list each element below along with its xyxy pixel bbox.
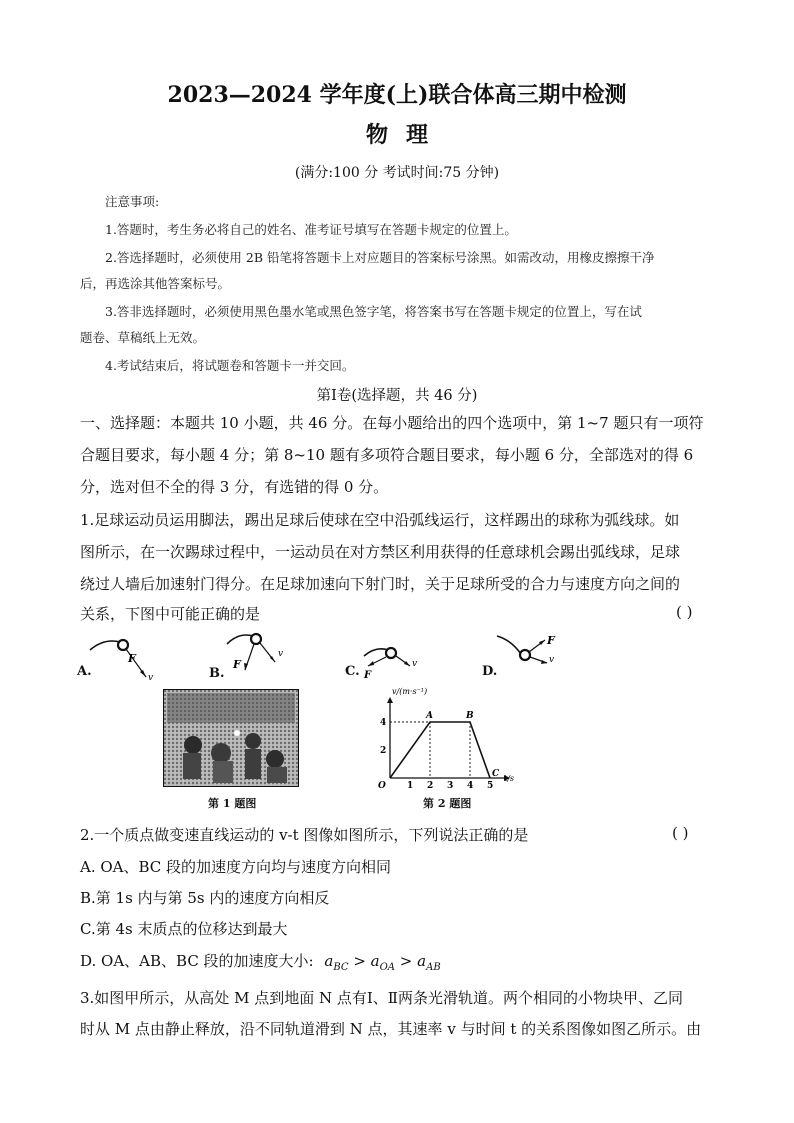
x-tick-label: 1 <box>407 781 414 791</box>
q2-option-d-text: D. OA、AB、BC 段的加速度大小: <box>80 952 314 970</box>
q3-line-2: 时从 M 点由静止释放，沿不同轨道滑到 N 点，其速率 v 与时间 t 的关系图像如图乙所示。由 <box>80 1020 702 1038</box>
q1-option-a-label: A. <box>77 664 92 679</box>
y-axis-label: v/(m·s⁻¹) <box>392 687 428 696</box>
q1-a-force-label: F <box>128 652 136 665</box>
notice-heading: 注意事项: <box>105 194 160 209</box>
q2-answer-blank: ( ) <box>672 824 689 842</box>
q2-option-d <box>80 950 441 973</box>
q1-option-d-diagram <box>495 630 575 680</box>
vt-series-line <box>390 722 490 778</box>
q1-football-photo <box>163 689 299 787</box>
y-tick-label: 2 <box>380 746 387 756</box>
section-intro-2: 合题目要求，每小题 4 分；第 8~10 题有多项符合题目要求，每小题 6 分，全部选对的得 6 <box>80 446 694 464</box>
q3-line-1: 3.如图甲所示，从高处 M 点到地面 N 点有Ⅰ、Ⅱ两条光滑轨道。两个相同的小物块甲、乙同 <box>80 989 683 1007</box>
q1-line-4: 关系，下图中可能正确的是 <box>80 605 261 623</box>
x-axis-label: t/s <box>504 774 515 783</box>
x-tick-label: 5 <box>487 781 494 791</box>
notice-2a: 2.答选择题时，必须使用 2B 铅笔将答题卡上对应题目的答案标号涂黑。如需改动，用橡皮擦擦干净 <box>105 250 655 265</box>
paper-title: 2023—2024 学年度(上)联合体高三期中检测 <box>167 82 627 108</box>
q1-c-force-label: F <box>364 670 372 681</box>
q1-option-b-label: B. <box>209 666 225 681</box>
x-tick-label: 4 <box>467 781 474 791</box>
q2-option-c: C.第 4s 末质点的位移达到最大 <box>80 920 288 938</box>
q1-d-force-label: F <box>547 634 555 647</box>
q1-d-velocity-label: v <box>549 655 555 665</box>
q2-stem: 2.一个质点做变速直线运动的 v-t 图像如图所示，下列说法正确的是 <box>80 826 529 844</box>
y-axis-arrow <box>387 697 393 703</box>
q1-figure-caption: 第 1 题图 <box>208 797 257 810</box>
x-tick-label: 3 <box>447 781 454 791</box>
notice-3a: 3.答非选择题时，必须使用黑色墨水笔或黑色签字笔，将答案书写在答题卡规定的位置上，写在试 <box>105 304 642 319</box>
q1-option-c-diagram <box>360 638 440 684</box>
q1-b-force-label: F <box>233 658 241 671</box>
point-label: B <box>466 711 474 721</box>
section-heading: 第Ⅰ卷(选择题，共 46 分) <box>316 388 478 404</box>
q1-c-velocity-label: v <box>412 659 418 669</box>
x-tick-label: 2 <box>427 781 434 791</box>
q1-option-b-diagram <box>225 628 305 686</box>
q1-line-3: 绕过人墙后加速射门得分。在足球加速向下射门时，关于足球所受的合力与速度方向之间的 <box>80 575 681 593</box>
q1-line-1: 1.足球运动员运用脚法，踢出足球后使球在空中沿弧线运行，这样踢出的球称为弧线球。如 <box>80 511 680 529</box>
q1-option-d-label: D. <box>482 664 498 679</box>
q2-option-d-formula: $a_{BC} > a_{OA} > a_{AB}$ <box>324 952 441 973</box>
section-intro-1: 一、选择题：本题共 10 小题，共 46 分。在每小题给出的四个选项中，第 1~7 题只有一项符 <box>80 414 704 432</box>
q1-b-velocity-label: v <box>278 649 284 659</box>
q1-line-2: 图所示，在一次踢球过程中，一运动员在对方禁区利用获得的任意球机会踢出弧线球，足球 <box>80 543 681 561</box>
section-intro-3: 分，选对但不全的得 3 分，有选错的得 0 分。 <box>80 478 389 496</box>
y-tick-label: 4 <box>380 718 387 728</box>
q1-answer-blank: ( ) <box>676 603 693 621</box>
q2-vt-chart <box>368 686 518 798</box>
q2-option-b: B.第 1s 内与第 5s 内的速度方向相反 <box>80 889 330 907</box>
q1-option-c-label: C. <box>345 664 360 679</box>
notice-2b: 后，再选涂其他答案标号。 <box>80 276 231 291</box>
q2-option-a: A. OA、BC 段的加速度方向均与速度方向相同 <box>80 858 392 876</box>
notice-3b: 题卷、草稿纸上无效。 <box>80 330 206 345</box>
point-label: C <box>492 769 500 779</box>
notice-1: 1.答题时，考生务必将自己的姓名、准考证号填写在答题卡规定的位置上。 <box>105 222 517 237</box>
point-label: A <box>426 711 433 721</box>
exam-meta: (满分:100 分 考试时间:75 分钟) <box>294 165 500 181</box>
subject-title: 物理 <box>365 122 446 148</box>
notice-4: 4.考试结束后，将试题卷和答题卡一并交回。 <box>105 358 355 373</box>
q2-figure-caption: 第 2 题图 <box>423 797 472 810</box>
q1-option-a-diagram <box>88 632 168 688</box>
q1-a-velocity-label: v <box>148 673 154 683</box>
point-label: O <box>378 781 386 791</box>
